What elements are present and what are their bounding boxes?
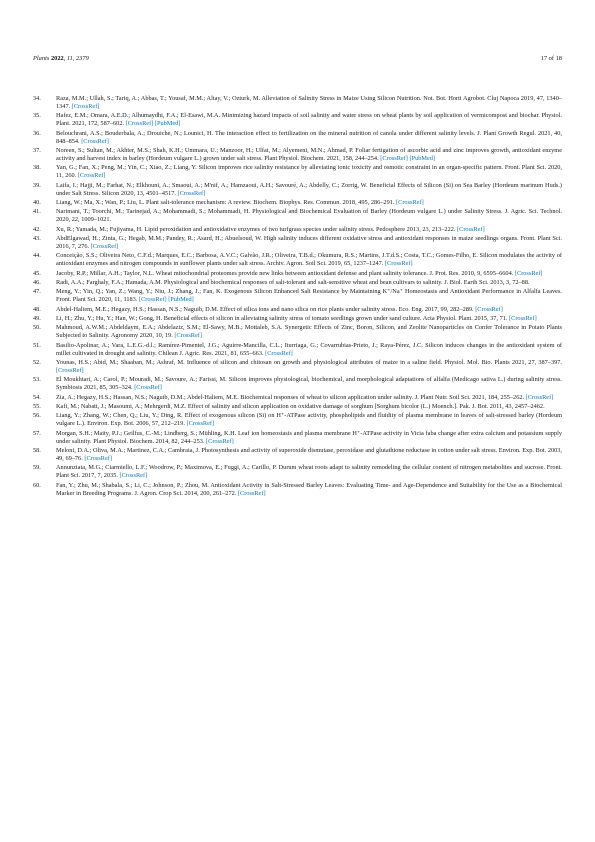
crossref-link[interactable]: [CrossRef] xyxy=(384,260,413,268)
reference-number: 50. xyxy=(33,324,41,332)
reference-item xyxy=(33,147,562,163)
reference-text: El Moukhtari, A.; Carol, P.; Mouradi, M.; Savoure, A.; Farissi, M. Silicon improves physiological, biochemical, and morphological adaptations of alfalfa (Medicago sativa L.) during salinity stress. Symbiosis 2021, 85, 305–324. xyxy=(56,376,562,392)
reference-number: 42. xyxy=(33,225,41,233)
reference-number: 59. xyxy=(33,464,41,472)
reference-number: 38. xyxy=(33,164,41,172)
reference-item xyxy=(33,279,562,287)
crossref-link[interactable]: [CrossRef] xyxy=(71,103,100,111)
reference-entry xyxy=(56,182,562,198)
reference-entry xyxy=(56,208,562,224)
reference-number: 34. xyxy=(33,95,41,102)
reference-item xyxy=(33,315,562,323)
reference-number: 54. xyxy=(33,393,41,401)
reference-number: 60. xyxy=(33,481,41,489)
reference-entry xyxy=(56,359,562,375)
reference-entry xyxy=(56,430,562,446)
reference-item xyxy=(33,95,562,111)
crossref-link[interactable]: [CrossRef] xyxy=(514,269,543,277)
reference-entry xyxy=(56,130,562,146)
reference-entry xyxy=(56,147,562,163)
reference-text: Younas, H.S.; Abid, M.; Shaaban, M.; Ashraf, M. Influence of silicon and chitosan on growth and physiological attributes of maize in a saline field. Physiol. Mol. Bio. Plants 2021, 27, 387–397. xyxy=(56,358,562,366)
reference-text: Basilio-Apolinar, A.; Vara, L.E.G.-d.l.; Ramírez-Pimentel, J.G.; Aguirre-Mancilla, C.L.; Iturriaga, G.; Covarrubias-Prieto, J.; Raya-Pérez, J.C. Silicon induces changes in the antioxidant system of millet cultivated in drought and salinity. Chilean J. Agric. Res. 2021, 81, 655–663. xyxy=(56,341,562,357)
reference-entry xyxy=(56,252,562,268)
reference-item xyxy=(33,430,562,446)
reference-item xyxy=(33,447,562,463)
reference-item xyxy=(33,130,562,146)
reference-number: 52. xyxy=(33,358,41,366)
reference-text: Abdel-Haliem, M.E.; Hegazy, H.S.; Hassan, N.S.; Naguib, D.M. Effect of silica ions and nano silica on rice plants under salinity stress. Eco. Eng. 2017, 99, 282–289. xyxy=(56,305,474,313)
reference-item xyxy=(33,464,562,480)
reference-text: Belouchrani, A.S.; Bouderbala, A.; Drouiche, N.; Lounici, H. The interaction effect to fertilization on the mineral nutrition of canola under different salinity levels. J. Plant Growth Regul. 2021, 40, 848–854. xyxy=(56,129,562,145)
reference-text: Fan, Y.; Zhu, M.; Shabala, S.; Li, C.; Johnson, P.; Zhou, M. Antioxidant Activity in Salt-Stressed Barley Leaves: Evaluating Time- and Age-Dependence and Suitability for the Use as a Biochemical Marker in Breeding Programs. J. Agron. Crop Sci. 2014, 200, 261–272. xyxy=(56,481,562,497)
crossref-link[interactable]: [CrossRef] xyxy=(138,296,167,304)
reference-entry xyxy=(56,464,562,480)
reference-item xyxy=(33,412,562,428)
reference-text: Liang, W.; Ma, X.; Wan, P.; Liu, L. Plant salt-tolerance mechanism: A review. Biochem. Biophys. Res. Commun. 2018, 495, 286–291. xyxy=(56,199,395,207)
reference-number: 43. xyxy=(33,235,41,242)
crossref-link[interactable]: [CrossRef] xyxy=(265,349,293,357)
reference-number: 44. xyxy=(33,252,41,260)
reference-text: Kafi, M.; Nabati, J.; Masoumi, A.; Mehrgerdi, M.Z. Effect of salinity and silicon application on oxidative damage of sorghum [Sorghum bicolor (L.) Moench.]. Pak. J. Bot. 2011, 43, 2457–2462. xyxy=(56,402,545,410)
crossref-link[interactable]: [CrossRef] xyxy=(206,437,234,445)
reference-text: Morgan, S.H.; Maity, P.J.; Geilfus, C.-M.; Lindberg, S.; Mühling, K.H. Leaf ion homeostasis and plasma membrane H⁺-ATPase activity in Vicia faba change after extra calcium and potassium supply under salinity. Plant Physiol. Biochem. 2014, 82, 244–253. xyxy=(56,429,562,445)
journal-volume-pages: , 11, 2379 xyxy=(63,55,89,62)
reference-text: AbdElgawad, H.; Zinta, G.; Hegab, M.M.; Pandey, R.; Asard, H.; Abuelsoud, W. High salinity induces different oxidative stress and antioxidant responses in maize seedlings organs. Front. Plant Sci. 2016, 7, 276. xyxy=(56,235,562,251)
reference-entry xyxy=(56,315,562,323)
reference-text: Jacoby, R.P.; Millar, A.H.; Taylor, N.L. Wheat mitochondrial proteomes provide new links between antioxidant defense and plant salinity tolerance. J. Prot. Res. 2010, 9, 6595–6604. xyxy=(56,269,514,277)
reference-entry xyxy=(56,95,562,111)
reference-entry xyxy=(56,199,562,207)
crossref-link[interactable]: [CrossRef] xyxy=(177,189,206,197)
reference-item xyxy=(33,235,562,251)
reference-number: 53. xyxy=(33,376,41,384)
reference-text: Yan, G.; Fan, X.; Peng, M.; Yin, C.; Xiao, Z.; Liang, Y. Silicon improves rice salinity resistance by alleviating ionic toxicity and osmotic constraint in an organ-specific pattern. Front. Plant Sci. 2020, 11, 260. xyxy=(56,164,562,180)
reference-item xyxy=(33,359,562,375)
reference-item xyxy=(33,208,562,224)
reference-entry xyxy=(56,279,562,287)
reference-entry xyxy=(56,235,562,251)
reference-number: 45. xyxy=(33,269,41,277)
journal-year: 2022 xyxy=(50,55,64,62)
reference-number: 48. xyxy=(33,305,41,313)
reference-number: 40. xyxy=(33,199,41,207)
reference-number: 36. xyxy=(33,129,41,137)
pubmed-link[interactable]: [PubMed] xyxy=(154,120,181,128)
reference-text: Annunziata, M.G.; Ciarmiello, L.F.; Woodrow, P.; Maximova, E.; Fuggi, A.; Carillo, P. Durum wheat roots adapt to salinity remodeling the cellular content of nitrogen metabolites and sucrose. Front. Plant Sci. 2017, 7, 2035. xyxy=(56,464,562,480)
reference-number: 46. xyxy=(33,278,41,286)
crossref-link[interactable]: [CrossRef] xyxy=(525,393,554,401)
reference-entry xyxy=(56,482,562,498)
reference-text: Narimani, T.; Toorchi, M.; Tarinejad, A.; Mohammadi, S.; Mohammadi, H. Physiological and Biochemical Evaluation of Barley (Hordeum vulgare L.) under Salinity Stress. J. Agric. Sci. Technol. 2020, 22, 1009–1021. xyxy=(56,208,562,224)
reference-number: 41. xyxy=(33,208,41,216)
reference-entry xyxy=(56,394,562,402)
reference-entry xyxy=(56,376,562,392)
page-number: 17 of 18 xyxy=(540,55,562,62)
reference-entry xyxy=(56,342,562,358)
reference-text: Noreen, S.; Sultan, M.; Akhter, M.S.; Shah, K.H.; Ummara, U.; Manzoor, H.; Ulfat, M.; Alyemeni, M.N.; Ahmad, P. Foliar fertigation of ascorbic acid and zinc improves growth, antioxidant enzyme activity and harvest index in barley (Hordeum vulgare L.) grown under salt stress. Plant Physiol. Biochem. 2021, 158, 244–254. xyxy=(56,147,562,163)
journal-citation xyxy=(33,55,89,63)
pubmed-link[interactable]: [PubMed] xyxy=(168,296,194,304)
crossref-link[interactable]: [CrossRef] xyxy=(77,172,106,180)
reference-text: Meng, Y.; Yin, Q.; Yan, Z.; Wang, Y.; Niu, J.; Zhang, J.; Fan, K. Exogenous Silicon Enhanced Salt Resistance by Maintaining K⁺/Na⁺ Homeostasis and Antioxidant Performance in Alfalfa Leaves. Front. Plant Sci. 2020, 11, 1183. xyxy=(56,288,562,304)
reference-number: 35. xyxy=(33,112,41,120)
reference-text: Conceição, S.S.; Oliveira Neto, C.F.d.; Marques, E.C.; Barbosa, A.V.C.; Galvão, J.R.; Oliveira, T.B.d.; Okumura, R.S.; Martins, J.T.d.S.; Costa, T.C.; Gomes-Filho, E. Silicon modulates the activity of antioxidant enzymes and nitrogen compounds in sunflower plants under salt stress. Archiv. Agron. Soil Sci. 2019, 65, 1237–1247. xyxy=(56,252,562,268)
reference-number: 55. xyxy=(33,402,41,410)
reference-item xyxy=(33,324,562,340)
reference-entry xyxy=(56,324,562,340)
reference-text: Meloni, D.A.; Oliva, M.A.; Martinez, C.A.; Cambraia, J. Photosynthesis and activity of superoxide dismutase, peroxidase and glutathione reductase in cotton under salt stress. Environ. Exp. Bot. 2003, 49, 69–76. xyxy=(56,446,562,462)
reference-number: 51. xyxy=(33,341,41,349)
reference-number: 58. xyxy=(33,446,41,454)
crossref-link[interactable]: [CrossRef] xyxy=(119,472,148,480)
reference-item xyxy=(33,288,562,304)
reference-number: 56. xyxy=(33,412,41,420)
reference-entry xyxy=(56,412,562,428)
reference-text: Zia, A.; Hegazy, H.S.; Hassan, N.S.; Naguib, D.M.; Abdel-Haliem, M.E. Biochemical responses of wheat to silicon application under salinity. J. Plant Nutr. Soil Sci. 2021, 184, 255–262. xyxy=(56,393,525,401)
crossref-link[interactable]: [CrossRef] xyxy=(125,120,154,128)
crossref-link[interactable]: [CrossRef] xyxy=(84,454,112,462)
reference-entry xyxy=(56,270,562,278)
reference-number: 49. xyxy=(33,314,41,322)
crossref-link[interactable]: [CrossRef] xyxy=(509,314,537,322)
reference-number: 39. xyxy=(33,181,41,189)
crossref-link[interactable]: [CrossRef] xyxy=(174,332,202,340)
pubmed-link[interactable]: [PubMed] xyxy=(409,155,436,163)
crossref-link[interactable]: [CrossRef] xyxy=(380,155,408,163)
reference-text: Raza, M.M.; Ullah, S.; Tariq, A.; Abbas, T.; Yousaf, M.M.; Altay, V.; Ozturk, M. Alleviation of Salinity Stress in Maize Using Silicon Nutrition. Not. Bot. Horti Agrobot. Cluj Napoca 2019, 47, 1340–1347. xyxy=(56,95,562,111)
crossref-link[interactable]: [CrossRef] xyxy=(186,420,215,428)
reference-item xyxy=(33,376,562,392)
reference-item xyxy=(33,342,562,358)
reference-item xyxy=(33,306,562,314)
crossref-link[interactable]: [CrossRef] xyxy=(81,137,109,145)
reference-entry xyxy=(56,403,562,411)
reference-entry xyxy=(56,164,562,180)
reference-number: 37. xyxy=(33,147,41,155)
journal-name: Plants xyxy=(33,55,50,62)
reference-item xyxy=(33,182,562,198)
reference-item xyxy=(33,164,562,180)
reference-item xyxy=(33,403,562,411)
reference-entry xyxy=(56,226,562,234)
reference-number: 57. xyxy=(33,429,41,437)
reference-number: 47. xyxy=(33,288,41,296)
reference-text: Liang, Y.; Zhang, W.; Chen, Q.; Liu, Y.; Ding, R. Effect of exogenous silicon (Si) on H⁺-ATPase activity, phospholipids and fluidity of plasma membrane in leaves of salt-stressed barley (Hordeum vulgare L.). Environ. Exp. Bot. 2006, 57, 212–219. xyxy=(56,412,562,428)
crossref-link[interactable]: [CrossRef] xyxy=(475,305,503,313)
reference-text: Hafez, E.M.; Omara, A.E.D.; Alhumaydhi, F.A.; El-Esawi, M.A. Minimizing hazard impacts of soil salinity and water stress on wheat plants by soil application of vermicompost and biochar. Physiol. Plant. 2021, 172, 587–602. xyxy=(56,112,562,128)
reference-text: Laifa, I.; Hajji, M.; Farhat, N.; Elkhouni, A.; Smaoui, A.; M'nif, A.; Hamzaoui, A.H.; Savouré, A.; Abdelly, C.; Zorrig, W. Beneficial Effects of Silicon (Si) on Sea Barley (Hordeum marinum Huds.) under Salt Stress. Silicon 2020, 13, 4501–4517. xyxy=(56,181,562,197)
crossref-link[interactable]: [CrossRef] xyxy=(237,489,266,497)
page-header xyxy=(33,55,562,63)
crossref-link[interactable]: [CrossRef] xyxy=(56,366,84,374)
crossref-link[interactable]: [CrossRef] xyxy=(396,199,424,207)
reference-entry xyxy=(56,288,562,304)
reference-item xyxy=(33,394,562,402)
reference-item xyxy=(33,252,562,268)
reference-item xyxy=(33,482,562,498)
reference-item xyxy=(33,199,562,207)
crossref-link[interactable]: [CrossRef] xyxy=(457,225,485,233)
reference-text: Mahmoud, A.W.M.; Abdeldaym, E.A.; Abdelaziz, S.M.; El-Sawy, M.B.; Mottaleb, S.A. Synergetic Effects of Zinc, Boron, Silicon, and Zeolite Nanoparticles on Confer Tolerance in Potato Plants Subjected to Salinity. Agronomy 2020, 10, 19. xyxy=(56,324,562,340)
reference-item xyxy=(33,270,562,278)
reference-text: Xu, R.; Yamada, M.; Fujiyama, H. Lipid peroxidation and antioxidative enzymes of two turfgrass species under salinity stress. Pedosphere 2013, 23, 213–222. xyxy=(56,225,456,233)
reference-entry xyxy=(56,447,562,463)
crossref-link[interactable]: [CrossRef] xyxy=(90,243,119,251)
reference-entry xyxy=(56,306,562,314)
reference-item xyxy=(33,112,562,128)
crossref-link[interactable]: [CrossRef] xyxy=(134,384,162,392)
reference-text: Li, H.; Zhu, Y.; Hu, Y.; Han, W.; Gong, H. Beneficial effects of silicon in alleviating salinity stress of tomato seedlings grown under sand culture. Acta Physiol. Plant. 2015, 37, 71. xyxy=(56,314,508,322)
reference-text: Radi, A.A.; Farghaly, F.A.; Hamada, A.M. Physiological and biochemical responses of salt-tolerant and salt-sensitive wheat and bean cultivars to salinity. J. Biol. Earth Sci. 2013, 3, 72–88. xyxy=(56,278,530,286)
reference-item xyxy=(33,226,562,234)
reference-list xyxy=(33,95,562,499)
reference-entry xyxy=(56,112,562,128)
